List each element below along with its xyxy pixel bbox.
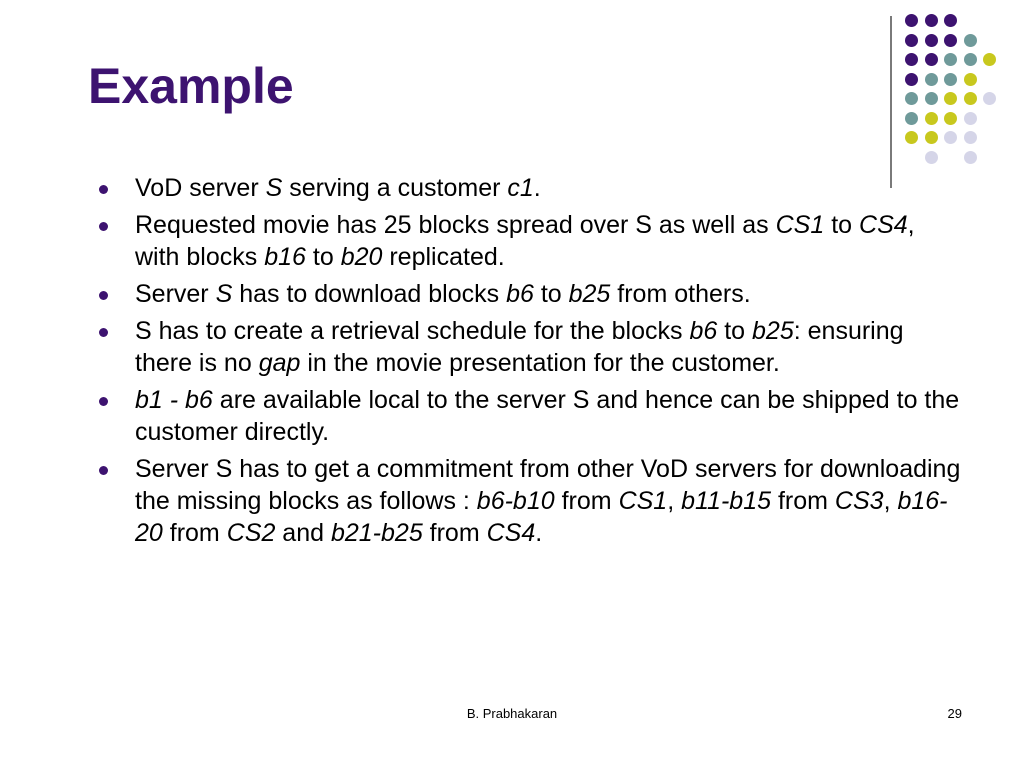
bullet-text-italic: gap: [258, 349, 301, 377]
bullet-text: VoD server: [135, 174, 266, 202]
decorative-dot: [964, 112, 977, 125]
bullet-dot-icon: [99, 328, 108, 337]
bullet-text-italic: CS1: [618, 487, 668, 515]
decorative-dot: [944, 34, 957, 47]
bullet-item: [95, 384, 965, 448]
bullet-text-italic: b6: [689, 317, 718, 345]
bullet-text: from: [422, 519, 487, 547]
decorative-dot: [944, 112, 957, 125]
decorative-dot: [905, 112, 918, 125]
decorative-dot: [925, 131, 938, 144]
bullet-text-italic: b21-b25: [330, 519, 423, 547]
decorative-dot: [964, 73, 977, 86]
bullet-list: [95, 172, 965, 554]
footer-author: B. Prabhakaran: [466, 706, 558, 721]
decorative-dot: [964, 151, 977, 164]
bullet-dot-icon: [99, 222, 108, 231]
bullet-text: .: [535, 519, 543, 547]
bullet-text-italic: b6: [506, 280, 534, 308]
decorative-dot: [983, 92, 996, 105]
bullet-text: to: [824, 211, 860, 239]
bullet-dot-icon: [99, 466, 108, 475]
bullet-text-italic: b1 - b6: [135, 386, 213, 414]
decorative-dot: [905, 131, 918, 144]
decorative-dot: [925, 14, 938, 27]
bullet-item: [95, 172, 965, 204]
title-divider-line: [890, 16, 892, 188]
bullet-text: from: [771, 487, 835, 515]
bullet-text: to: [533, 280, 569, 308]
decorative-dot: [964, 131, 977, 144]
bullet-text-italic: CS4: [859, 211, 908, 239]
decorative-dot: [925, 53, 938, 66]
bullet-text: to: [305, 243, 341, 271]
decorative-dot: [905, 73, 918, 86]
bullet-item: [95, 278, 965, 310]
bullet-dot-icon: [99, 185, 108, 194]
bullet-text: S has to create a retrieval schedule for the blocks: [135, 317, 690, 345]
decorative-dot: [905, 34, 918, 47]
bullet-text-italic: CS4: [486, 519, 536, 547]
bullet-text: replicated.: [382, 243, 505, 271]
bullet-text: in the movie presentation for the customer.: [300, 349, 780, 377]
decorative-dot: [964, 92, 977, 105]
bullet-text: : ensuring there is no: [135, 317, 904, 377]
decorative-dot: [905, 92, 918, 105]
decorative-dot-grid: [905, 14, 1015, 164]
bullet-text: Server S has to get a commitment from other VoD servers for downloading the missing blocks as follows :: [135, 455, 961, 515]
bullet-text: from: [554, 487, 619, 515]
page-number: 29: [947, 706, 962, 721]
bullet-dot-icon: [99, 397, 108, 406]
bullet-item: [95, 453, 965, 549]
decorative-dot: [925, 34, 938, 47]
bullet-text: are available local to the server S and hence can be shipped to the customer directly.: [135, 386, 960, 446]
bullet-text-italic: b16-20: [135, 487, 948, 547]
bullet-text-italic: b6-b10: [476, 487, 555, 515]
bullet-text-italic: b20: [340, 243, 383, 271]
decorative-dot: [925, 151, 938, 164]
decorative-dot: [944, 73, 957, 86]
bullet-text-italic: b11-b15: [681, 487, 772, 515]
decorative-dot: [964, 53, 977, 66]
decorative-dot: [944, 92, 957, 105]
bullet-text: ,: [883, 487, 898, 515]
decorative-dot: [925, 73, 938, 86]
bullet-text-italic: c1: [507, 174, 534, 202]
bullet-text: and: [275, 519, 331, 547]
bullet-text: .: [533, 174, 541, 202]
bullet-text-italic: b16: [264, 243, 306, 271]
bullet-text-italic: S: [215, 280, 233, 308]
bullet-text-italic: CS3: [834, 487, 884, 515]
decorative-dot: [944, 131, 957, 144]
bullet-item: [95, 315, 965, 379]
bullet-text: has to download blocks: [232, 280, 507, 308]
bullet-text-italic: b25: [752, 317, 794, 345]
bullet-text: , with blocks: [135, 211, 915, 271]
decorative-dot: [905, 53, 918, 66]
bullet-text: from others.: [610, 280, 751, 308]
decorative-dot: [925, 92, 938, 105]
decorative-dot: [944, 53, 957, 66]
bullet-item: [95, 209, 965, 273]
bullet-text: Requested movie has 25 blocks spread over S as well as: [135, 211, 776, 239]
bullet-text: Server: [135, 280, 216, 308]
decorative-dot: [964, 34, 977, 47]
decorative-dot: [905, 14, 918, 27]
decorative-dot: [925, 112, 938, 125]
bullet-text-italic: S: [265, 174, 283, 202]
bullet-text: to: [717, 317, 753, 345]
bullet-text: serving a customer: [282, 174, 508, 202]
bullet-dot-icon: [99, 291, 108, 300]
bullet-text-italic: CS1: [775, 211, 825, 239]
bullet-text-italic: CS2: [226, 519, 276, 547]
slide-title: Example: [88, 58, 294, 114]
decorative-dot: [944, 14, 957, 27]
bullet-text: from: [162, 519, 227, 547]
bullet-text-italic: b25: [568, 280, 611, 308]
bullet-text: ,: [667, 487, 682, 515]
decorative-dot: [983, 53, 996, 66]
